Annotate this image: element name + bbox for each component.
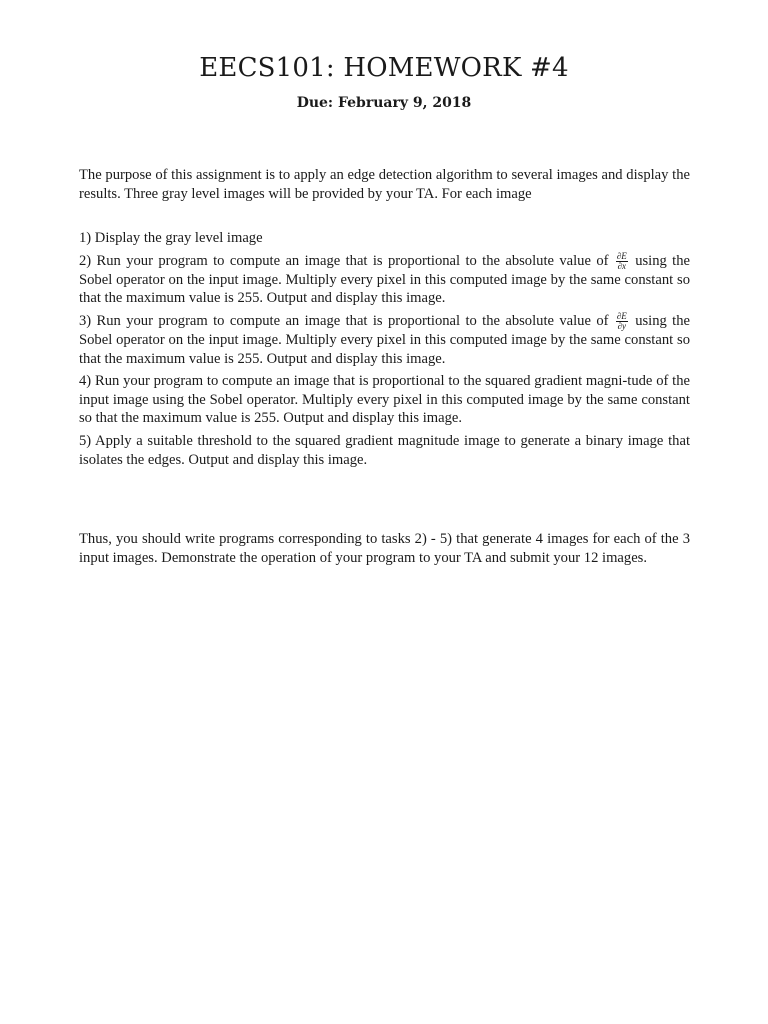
task-item-3 [79,312,690,368]
partial-derivative-y [616,312,628,331]
task-item-5: 5) Apply a suitable threshold to the squared gradient magnitude image to generate a binary image that isolates the edges. Output and display this image. [79,433,690,468]
fraction-denominator: ∂y [617,321,627,332]
task-text-before: 3) Run your program to compute an image that is proportional to the absolute value of [79,312,609,329]
task-list [79,229,690,473]
due-date: Due: February 9, 2018 [296,95,472,111]
task-item-4: 4) Run your program to compute an image that is proportional to the squared gradient magni-tude of the input image using the Sobel operator. Multiply every pixel in this computed image by the same constant so that the maximum value is 255. Output and display this image. [79,373,690,427]
fraction-numerator: ∂E [616,250,627,261]
intro-paragraph: The purpose of this assignment is to apply an edge detection algorithm to several images and display the results. Three gray level images will be provided by your TA. For each image [79,167,690,202]
task-item-1: 1) Display the gray level image [79,230,263,246]
task-text-before: 2) Run your program to compute an image that is proportional to the absolute value of [79,252,609,269]
fraction-numerator: ∂E [616,311,627,322]
fraction-denominator: ∂x [617,260,627,271]
task-text-after: using the Sobel operator on the input image. Multiply every pixel in this computed image by the same constant so that the maximum value is 255. Output and display this image. [79,252,691,307]
task-item-2 [79,252,690,308]
closing-paragraph: Thus, you should write programs corresponding to tasks 2) - 5) that generate 4 images for each of the 3 input images. Demonstrate the operation of your program to your TA and submit your 12 images. [79,531,690,566]
task-text-after: using the Sobel operator on the input image. Multiply every pixel in this computed image by the same constant so that the maximum value is 255. Output and display this image. [79,312,691,367]
partial-derivative-x [616,252,628,271]
page-title: EECS101: HOMEWORK #4 [199,53,569,83]
